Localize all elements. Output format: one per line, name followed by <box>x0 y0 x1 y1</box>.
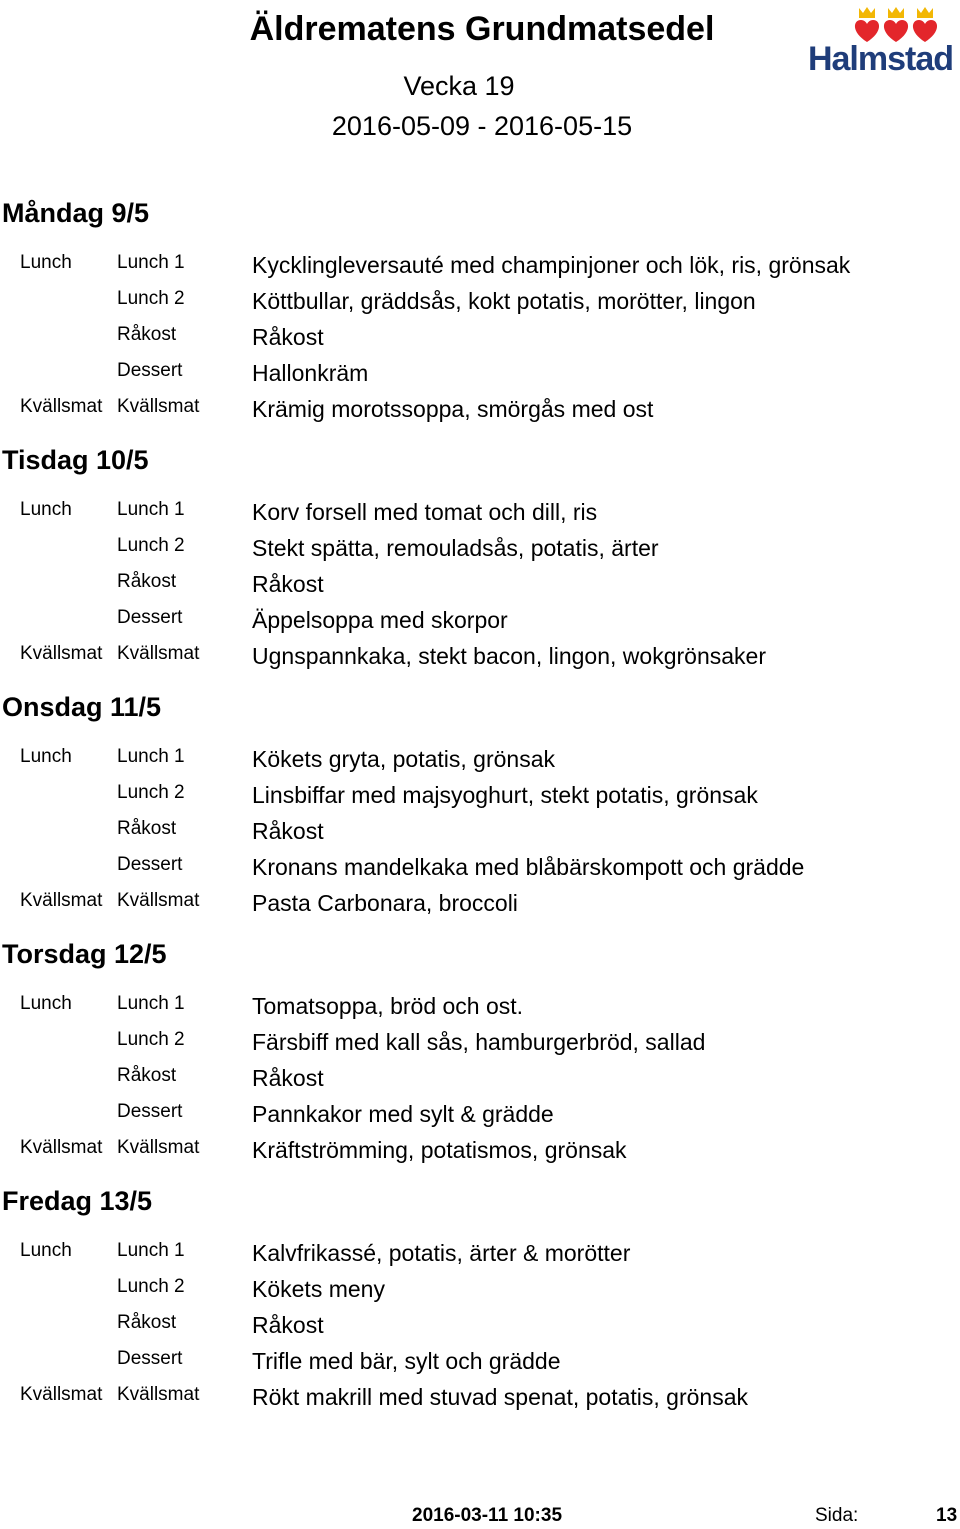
menu-row <box>0 1025 960 1061</box>
dish-text: Kycklingleversauté med champinjoner och lök, ris, grönsak <box>252 252 851 278</box>
course-label: Lunch 2 <box>117 535 185 556</box>
halmstad-logo <box>801 4 960 78</box>
dish-text: Råkost <box>252 1312 324 1338</box>
course-label: Lunch 2 <box>117 288 185 309</box>
course-label: Dessert <box>117 1101 183 1122</box>
meal-label: Kvällsmat <box>20 643 103 664</box>
menu-row <box>0 886 960 922</box>
footer-timestamp: 2016-03-11 10:35 <box>412 1505 563 1526</box>
dish-text: Köttbullar, gräddsås, kokt potatis, morötter, lingon <box>252 288 756 314</box>
day-section <box>0 443 960 690</box>
course-label: Dessert <box>117 360 183 381</box>
menu-row <box>0 1061 960 1097</box>
menu-row <box>0 356 960 392</box>
footer-page-number: 13 <box>936 1505 958 1526</box>
course-label: Lunch 1 <box>117 993 185 1014</box>
dish-text: Stekt spätta, remouladsås, potatis, ärter <box>252 535 659 561</box>
menu-row <box>0 1097 960 1133</box>
menu-row <box>0 989 960 1025</box>
meal-label: Kvällsmat <box>20 1137 103 1158</box>
date-range: 2016-05-09 - 2016-05-15 <box>331 111 633 141</box>
menu-row <box>0 814 960 850</box>
dish-text: Kronans mandelkaka med blåbärskompott och grädde <box>252 854 805 880</box>
day-section <box>0 690 960 937</box>
course-label: Kvällsmat <box>117 643 200 664</box>
course-label: Råkost <box>117 1312 177 1333</box>
dish-text: Trifle med bär, sylt och grädde <box>252 1348 561 1374</box>
day-title: Torsdag 12/5 <box>2 939 167 969</box>
day-title: Tisdag 10/5 <box>2 445 149 475</box>
menu-row <box>0 1133 960 1169</box>
dish-text: Färsbiff med kall sås, hamburgerbröd, sallad <box>252 1029 706 1055</box>
dish-text: Tomatsoppa, bröd och ost. <box>252 993 524 1019</box>
crown-hearts-icon <box>801 4 960 44</box>
menu-row <box>0 392 960 428</box>
menu-row <box>0 850 960 886</box>
dish-text: Hallonkräm <box>252 360 369 386</box>
dish-text: Linsbiffar med majsyoghurt, stekt potatis, grönsak <box>252 782 758 808</box>
dish-text: Råkost <box>252 571 324 597</box>
course-label: Råkost <box>117 324 177 345</box>
menu-row <box>0 495 960 531</box>
meal-label: Lunch <box>20 499 72 520</box>
menu-row <box>0 567 960 603</box>
dish-text: Ugnspannkaka, stekt bacon, lingon, wokgrönsaker <box>252 643 766 669</box>
meal-label: Lunch <box>20 746 72 767</box>
course-label: Lunch 1 <box>117 746 185 767</box>
course-label: Råkost <box>117 571 177 592</box>
course-label: Lunch 1 <box>117 499 185 520</box>
course-label: Dessert <box>117 607 183 628</box>
meal-label: Lunch <box>20 252 72 273</box>
day-section <box>0 196 960 443</box>
day-title: Onsdag 11/5 <box>2 692 162 722</box>
dish-text: Råkost <box>252 818 324 844</box>
menu-row <box>0 778 960 814</box>
course-label: Lunch 1 <box>117 252 185 273</box>
menu-row <box>0 639 960 675</box>
week-label: Vecka 19 <box>403 71 515 101</box>
course-label: Råkost <box>117 1065 177 1086</box>
menu-row <box>0 1272 960 1308</box>
dish-text: Pannkakor med sylt & grädde <box>252 1101 554 1127</box>
dish-text: Råkost <box>252 1065 324 1091</box>
dish-text: Råkost <box>252 324 324 350</box>
menu-row <box>0 742 960 778</box>
dish-text: Pasta Carbonara, broccoli <box>252 890 518 916</box>
course-label: Kvällsmat <box>117 1137 200 1158</box>
course-label: Lunch 2 <box>117 1276 185 1297</box>
dish-text: Rökt makrill med stuvad spenat, potatis, grönsak <box>252 1384 749 1410</box>
day-title: Fredag 13/5 <box>2 1186 153 1216</box>
menu-row <box>0 603 960 639</box>
dish-text: Kalvfrikassé, potatis, ärter & morötter <box>252 1240 631 1266</box>
dish-text: Kökets meny <box>252 1276 385 1302</box>
course-label: Lunch 1 <box>117 1240 185 1261</box>
meal-label: Kvällsmat <box>20 396 103 417</box>
logo-text: Halmstad <box>807 40 954 78</box>
menu-row <box>0 531 960 567</box>
course-label: Råkost <box>117 818 177 839</box>
day-title: Måndag 9/5 <box>2 198 150 228</box>
dish-text: Kökets gryta, potatis, grönsak <box>252 746 555 772</box>
dish-text: Korv forsell med tomat och dill, ris <box>252 499 598 525</box>
dish-text: Kräftströmming, potatismos, grönsak <box>252 1137 627 1163</box>
course-label: Kvällsmat <box>117 1384 200 1405</box>
menu-row <box>0 1380 960 1416</box>
meal-label: Kvällsmat <box>20 1384 103 1405</box>
day-section <box>0 937 960 1184</box>
course-label: Kvällsmat <box>117 890 200 911</box>
course-label: Dessert <box>117 854 183 875</box>
menu-row <box>0 284 960 320</box>
menu-row <box>0 248 960 284</box>
course-label: Kvällsmat <box>117 396 200 417</box>
menu-row <box>0 1344 960 1380</box>
course-label: Dessert <box>117 1348 183 1369</box>
dish-text: Krämig morotssoppa, smörgås med ost <box>252 396 654 422</box>
course-label: Lunch 2 <box>117 782 185 803</box>
menu-row <box>0 1308 960 1344</box>
footer-page-label: Sida: <box>815 1505 859 1526</box>
page-title: Äldrematens Grundmatsedel <box>249 10 715 48</box>
dish-text: Äppelsoppa med skorpor <box>252 607 508 633</box>
meal-label: Lunch <box>20 993 72 1014</box>
course-label: Lunch 2 <box>117 1029 185 1050</box>
menu-row <box>0 320 960 356</box>
meal-label: Kvällsmat <box>20 890 103 911</box>
menu-row <box>0 1236 960 1272</box>
meal-label: Lunch <box>20 1240 72 1261</box>
day-section <box>0 1184 960 1431</box>
